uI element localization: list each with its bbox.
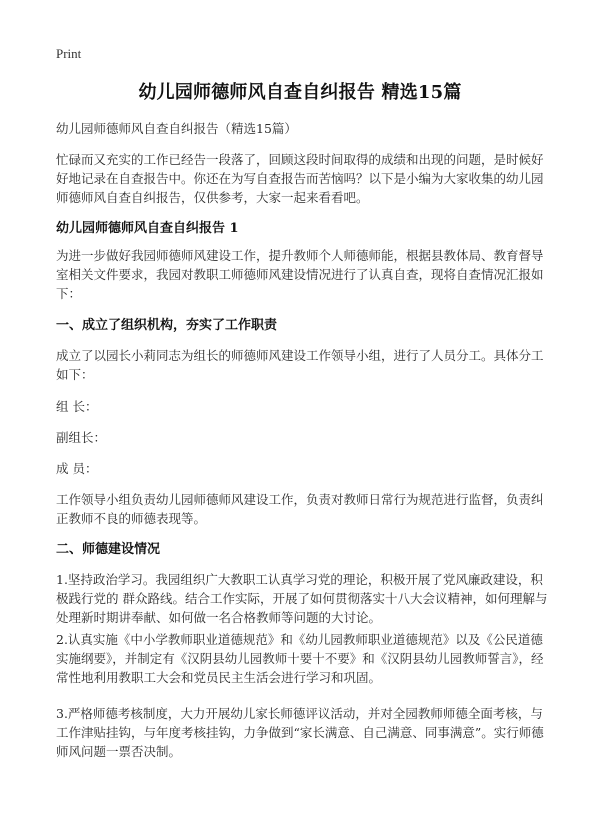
section-2-item-1: 1.坚持政治学习。我园组织广大教职工认真学习党的理论，积极开展了党风廉政建设，积极践行党的 群众路线。结合工作实际，开展了如何贯彻落实十八大会议精神，如何理解与处理新时期讲奉献、如何做一名合格教师等问题的大讨论。 (56, 572, 548, 625)
members-line: 成 员： (56, 461, 98, 476)
section-2-item-3: 3.严格师德考核制度，大力开展幼儿家长师德评议活动，并对全园教师师德全面考核，与工作津贴挂钩，与年度考核挂钩，力争做到“家长满意、自己满意、同事满意”。实行师德师风问题一票否决制。 (56, 706, 544, 759)
intro-paragraph: 忙碌而又充实的工作已经告一段落了，回顾这段时间取得的成绩和出现的问题，是时候好好地记录在自查报告中。你还在为写自查报告而苦恼吗？以下是小编为大家收集的幼儿园师德师风自查自纠报告，仅供参考，大家一起来看看吧。 (56, 152, 544, 205)
report-1-paragraph: 为进一步做好我园师德师风建设工作，提升教师个人师德师能，根据县教体局、教育督导室相关文件要求，我园对教职工师德师风建设情况进行了认真自查，现将自查情况汇报如下： (56, 248, 544, 301)
group-leader-line: 组 长： (56, 399, 98, 414)
section-2-item-2: 2.认真实施《中小学教师职业道德规范》和《幼儿园教师职业道德规范》以及《公民道德实施纲要》，并制定有《汉阴县幼儿园教师十要十不要》和《汉阴县幼儿园教师誓言》，经常性地利用教职工大会和党员民主生活会进行学习和巩固。 (56, 632, 544, 685)
section-2-heading: 二、师德建设情况 (56, 542, 161, 557)
section-1-heading: 一、成立了组织机构，夯实了工作职责 (56, 318, 278, 333)
document-title: 幼儿园师德师风自查自纠报告 精选15篇 (138, 82, 462, 103)
print-link[interactable]: Print (56, 46, 82, 61)
subtitle: 幼儿园师德师风自查自纠报告（精选15篇） (56, 121, 297, 136)
report-1-heading: 幼儿园师德师风自查自纠报告 1 (56, 221, 239, 236)
deputy-leader-line: 副组长： (56, 430, 107, 445)
section-1-paragraph: 成立了以园长小莉同志为组长的师德师风建设工作领导小组，进行了人员分工。具体分工如下： (56, 348, 544, 382)
duty-paragraph: 工作领导小组负责幼儿园师德师风建设工作，负责对教师日常行为规范进行监督，负责纠正教师不良的师德表现等。 (56, 492, 544, 526)
